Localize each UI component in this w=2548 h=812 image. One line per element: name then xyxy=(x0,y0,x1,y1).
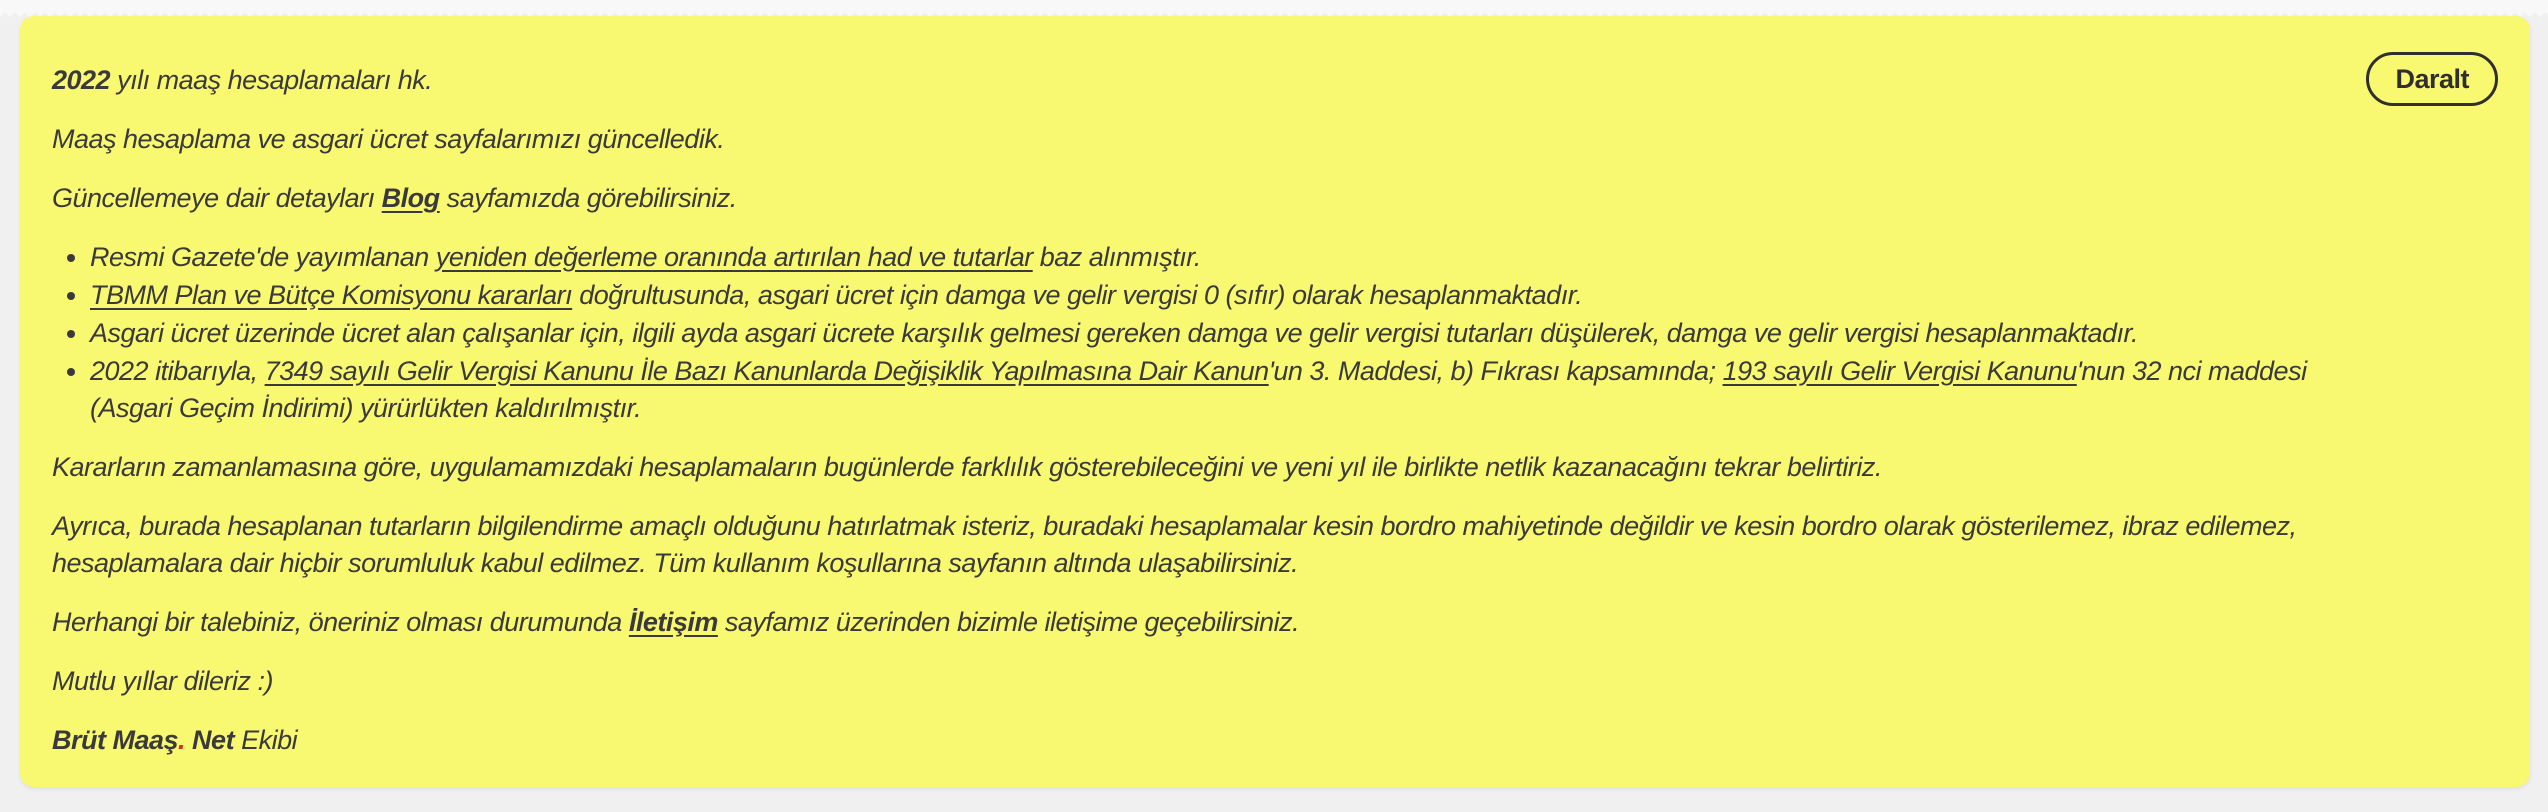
tbmm-commission-link[interactable]: TBMM Plan ve Bütçe Komisyonu kararları xyxy=(90,280,573,310)
contact-note-before: Herhangi bir talebiniz, öneriniz olması durumunda xyxy=(52,607,629,637)
timing-note-text: Kararların zamanlamasına göre, uygulamamızdaki hesaplamaların bugünlerde farklılık gösterebileceğini ve yeni yıl ile birlikte netlik kazanacağını tekrar belirtiriz. xyxy=(52,452,1882,482)
bullet-revaluation-after: baz alınmıştır. xyxy=(1032,242,1201,272)
bullet-tbmm xyxy=(90,277,2350,314)
notice-title-rest: yılı maaş hesaplamaları hk. xyxy=(110,65,433,95)
law-193-link[interactable]: 193 sayılı Gelir Vergisi Kanunu xyxy=(1722,356,2077,386)
brand-name-part1: Brüt Maaş xyxy=(52,725,179,755)
signature-suffix: Ekibi xyxy=(234,725,298,755)
notice-bullet-list xyxy=(52,239,2350,427)
blog-note-before: Güncellemeye dair detayları xyxy=(52,183,382,213)
update-note xyxy=(52,121,2350,158)
collapse-button[interactable]: Daralt xyxy=(2366,52,2498,106)
announcement-card xyxy=(20,16,2530,787)
timing-note xyxy=(52,449,2350,486)
bullet-tbmm-after: doğrultusunda, asgari ücret için damga ve gelir vergisi 0 (sıfır) olarak hesaplanmaktadır. xyxy=(572,280,1583,310)
notice-title xyxy=(52,62,2350,99)
signature xyxy=(52,722,2350,759)
revaluation-rates-link[interactable]: yeniden değerleme oranında artırılan had ve tutarlar xyxy=(435,242,1033,272)
brand-red-dot: . xyxy=(178,725,186,755)
update-note-text: Maaş hesaplama ve asgari ücret sayfalarımızı güncelledik. xyxy=(52,124,725,154)
bullet-min-wage-text: Asgari ücret üzerinde ücret alan çalışanlar için, ilgili ayda asgari ücrete karşılık gelmesi gereken damga ve gelir vergisi tutarları düşülerek, damga ve gelir vergisi hesaplanmaktadır. xyxy=(90,318,2139,348)
contact-note xyxy=(52,604,2350,641)
contact-link[interactable]: İletişim xyxy=(628,607,718,637)
disclaimer-note-text: Ayrıca, burada hesaplanan tutarların bilgilendirme amaçlı olduğunu hatırlatmak isteriz, buradaki hesaplamalar kesin bordro mahiyetinde değildir ve kesin bordro olarak gösterilemez, ibraz edilemez, hesaplamalara dair hiçbir sorumluluk kabul edilmez. Tüm kullanım koşullarına sayfanın altında ulaşabilirsiniz. xyxy=(52,511,2297,578)
blog-note xyxy=(52,180,2350,217)
disclaimer-note xyxy=(52,508,2350,582)
bullet-min-wage xyxy=(90,315,2350,352)
new-year-wish-text: Mutlu yıllar dileriz :) xyxy=(52,666,274,696)
bullet-law-before: 2022 itibarıyla, xyxy=(90,356,265,386)
bullet-law-mid: 'un 3. Maddesi, b) Fıkrası kapsamında; xyxy=(1268,356,1723,386)
blog-note-after: sayfamızda görebilirsiniz. xyxy=(439,183,737,213)
law-7349-link[interactable]: 7349 sayılı Gelir Vergisi Kanunu İle Bazı Kanunlarda Değişiklik Yapılmasına Dair Kanun xyxy=(264,356,1269,386)
brand-name-part2: Net xyxy=(185,725,235,755)
bullet-revaluation xyxy=(90,239,2350,276)
blog-link[interactable]: Blog xyxy=(381,183,440,213)
bullet-revaluation-before: Resmi Gazete'de yayımlanan xyxy=(90,242,436,272)
torn-edge-strip xyxy=(0,0,2548,12)
new-year-wish xyxy=(52,663,2350,700)
notice-title-year: 2022 xyxy=(52,65,111,95)
bullet-law-7349 xyxy=(90,353,2350,427)
bullet-law-after: 'nun 32 nci maddesi (Asgari Geçim İndirimi) yürürlükten kaldırılmıştır. xyxy=(90,356,2307,423)
contact-note-after: sayfamız üzerinden bizimle iletişime geçebilirsiniz. xyxy=(717,607,1300,637)
